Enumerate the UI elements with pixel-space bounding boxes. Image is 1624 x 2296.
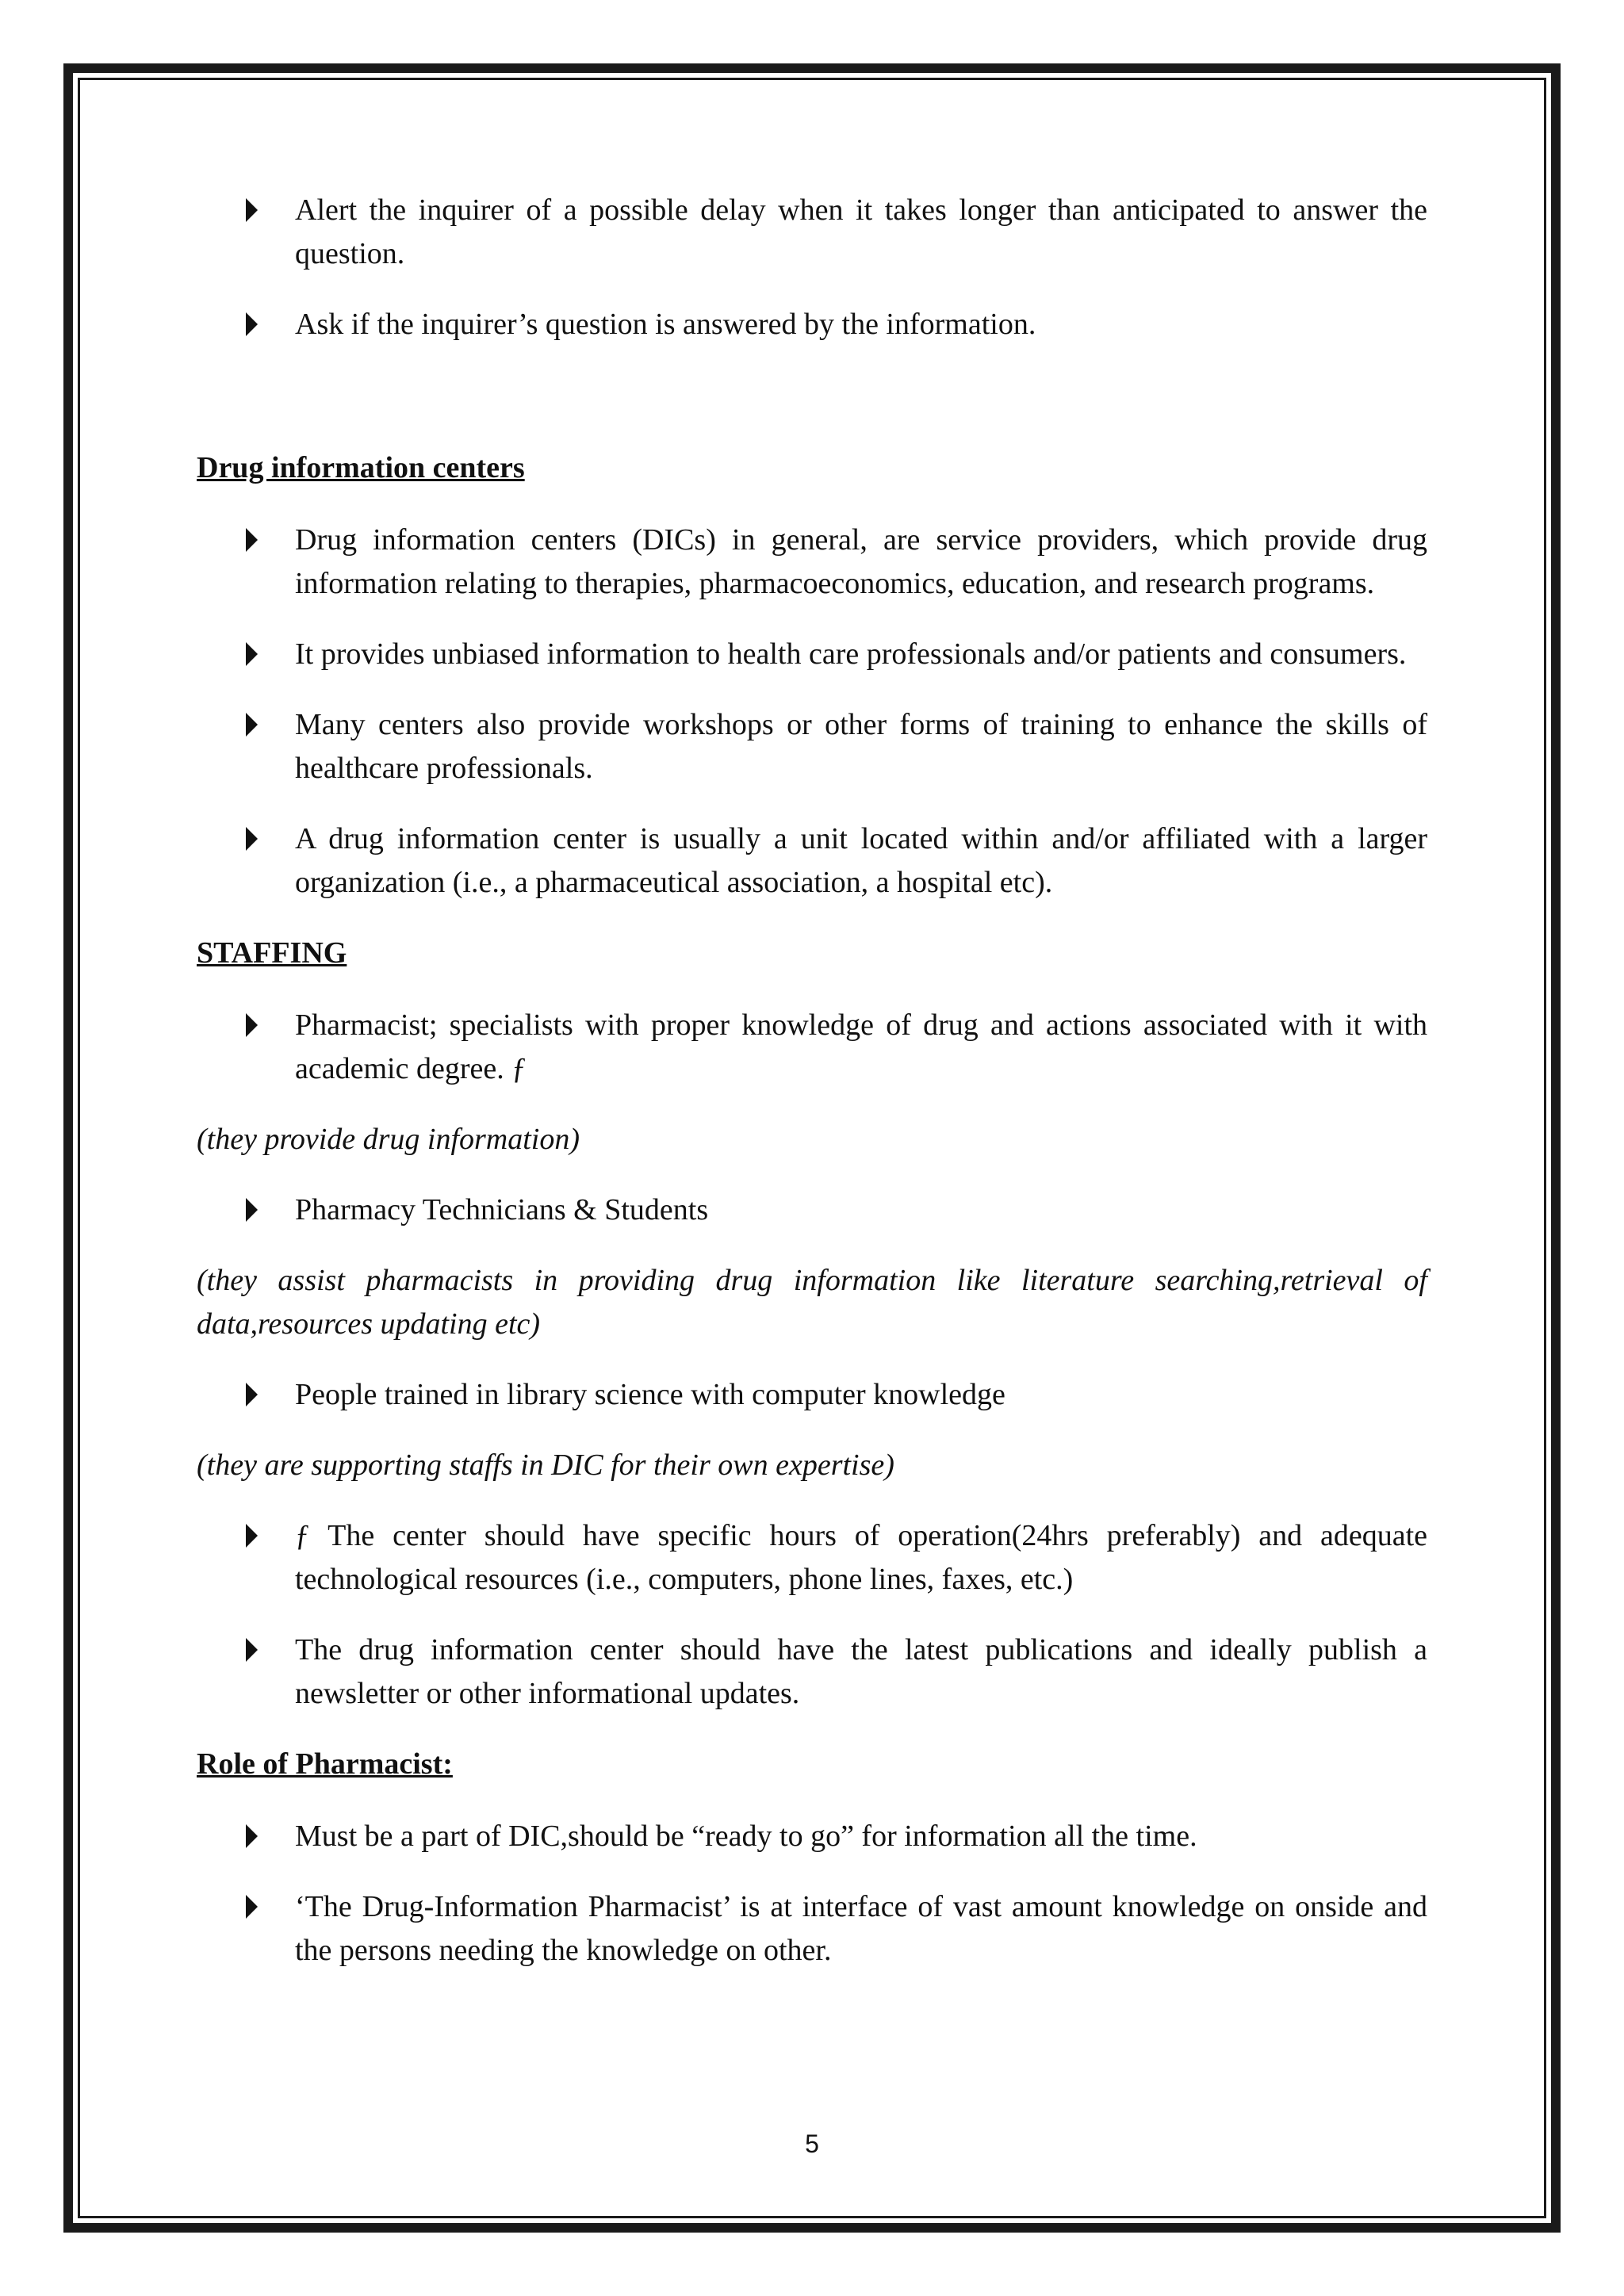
bullet-text: ‘The Drug-Information Pharmacist’ is at interface of vast amount knowledge on onside and the persons needing the knowledge on other. [295, 1890, 1427, 1967]
bullet-item [197, 1628, 1427, 1716]
bullet-text: People trained in library science with computer knowledge [295, 1378, 1005, 1411]
bullet-item [197, 1188, 1427, 1232]
bullet-item [197, 1373, 1427, 1417]
triangle-bullet-icon [246, 713, 258, 737]
section-heading-role: Role of Pharmacist: [197, 1747, 453, 1781]
bullet-text: ƒ The center should have specific hours of operation(24hrs preferably) and adequate technological resources (i.e., computers, phone lines, faxes, etc.) [295, 1519, 1427, 1596]
bullet-text: Drug information centers (DICs) in general, are service providers, which provide drug information relating to therapies, pharmacoeconomics, education, and research programs. [295, 523, 1427, 600]
bullet-item [197, 189, 1427, 276]
bullet-item [197, 1004, 1427, 1091]
bullet-text: Must be a part of DIC,should be “ready to go” for information all the time. [295, 1820, 1197, 1853]
bullet-text: Pharmacy Technicians & Students [295, 1193, 709, 1226]
bullet-text: Pharmacist; specialists with proper knowledge of drug and actions associated with it with academic degree. ƒ [295, 1008, 1427, 1085]
triangle-bullet-icon [246, 312, 258, 336]
document-body [197, 189, 1427, 1999]
italic-note: (they assist pharmacists in providing drug information like literature searching,retrieval of data,resources updating etc) [197, 1264, 1427, 1341]
triangle-bullet-icon [246, 528, 258, 552]
bullet-text: Alert the inquirer of a possible delay when it takes longer than anticipated to answer the question. [295, 193, 1427, 270]
italic-note: (they provide drug information) [197, 1123, 580, 1156]
triangle-bullet-icon [246, 1524, 258, 1548]
triangle-bullet-icon [246, 827, 258, 851]
bullet-text: Many centers also provide workshops or other forms of training to enhance the skills of healthcare professionals. [295, 708, 1427, 785]
triangle-bullet-icon [246, 1824, 258, 1848]
italic-note: (they are supporting staffs in DIC for their own expertise) [197, 1448, 894, 1482]
bullet-item [197, 817, 1427, 905]
bullet-item [197, 1815, 1427, 1858]
section-heading-dic: Drug information centers [197, 451, 525, 484]
bullet-item [197, 703, 1427, 790]
bullet-item [197, 519, 1427, 606]
triangle-bullet-icon [246, 1638, 258, 1662]
spacer [197, 373, 1427, 446]
triangle-bullet-icon [246, 1895, 258, 1919]
bullet-item [197, 1885, 1427, 1973]
triangle-bullet-icon [246, 1383, 258, 1406]
triangle-bullet-icon [246, 642, 258, 666]
triangle-bullet-icon [246, 1013, 258, 1037]
bullet-item [197, 633, 1427, 676]
bullet-item [197, 303, 1427, 346]
page-number: 5 [805, 2130, 819, 2158]
section-heading-staffing: STAFFING [197, 936, 347, 970]
bullet-text: It provides unbiased information to health care professionals and/or patients and consumers. [295, 637, 1407, 671]
triangle-bullet-icon [246, 198, 258, 222]
triangle-bullet-icon [246, 1198, 258, 1222]
bullet-text: Ask if the inquirer’s question is answered by the information. [295, 308, 1036, 341]
bullet-text: The drug information center should have the latest publications and ideally publish a newsletter or other informational updates. [295, 1633, 1427, 1710]
bullet-item [197, 1514, 1427, 1601]
bullet-text: A drug information center is usually a unit located within and/or affiliated with a larger organization (i.e., a pharmaceutical association, a hospital etc). [295, 822, 1427, 899]
